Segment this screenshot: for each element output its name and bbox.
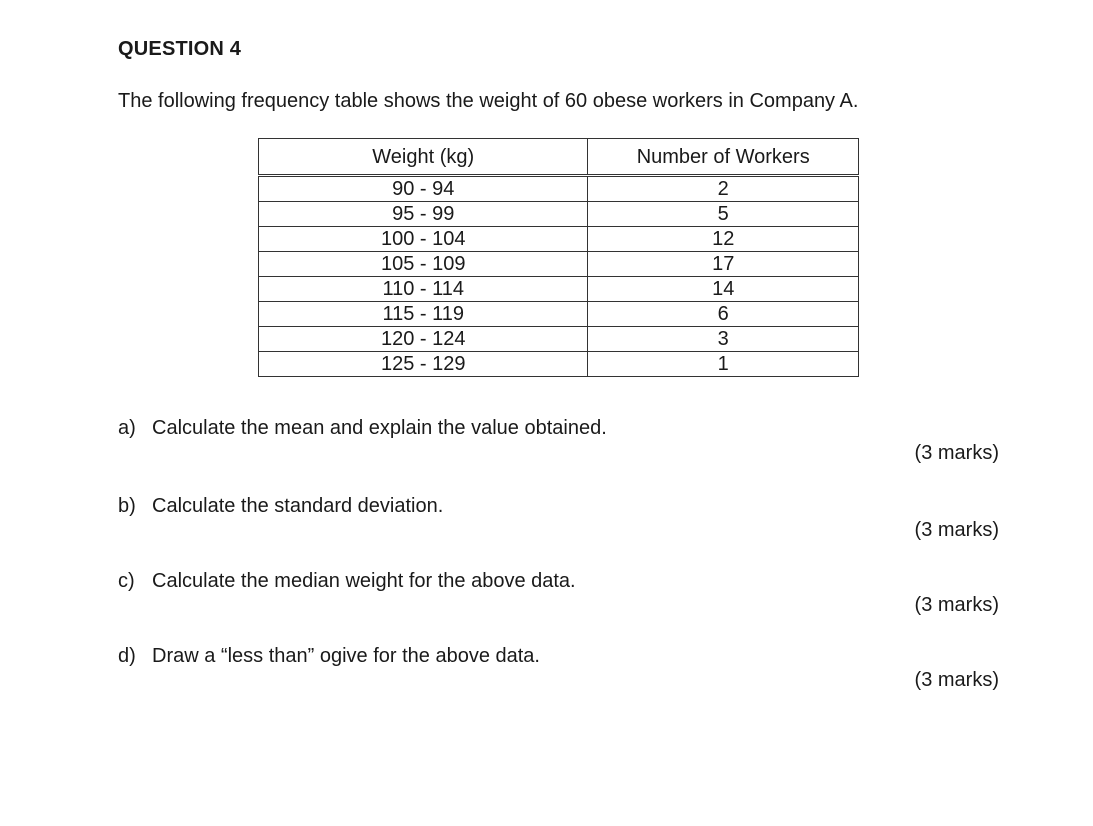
part-c-marks: (3 marks) — [914, 594, 999, 616]
weight-cell: 125 - 129 — [259, 352, 588, 377]
part-c-letter: c) — [118, 570, 135, 592]
part-b — [118, 495, 443, 518]
header-weight: Weight (kg) — [259, 139, 588, 176]
part-b-marks: (3 marks) — [914, 519, 999, 541]
part-a-letter: a) — [118, 417, 136, 439]
weight-cell: 105 - 109 — [259, 252, 588, 277]
question-heading: QUESTION 4 — [118, 38, 242, 60]
table-row — [259, 327, 859, 352]
part-c-text: Calculate the median weight for the above data. — [152, 570, 576, 592]
weight-cell: 100 - 104 — [259, 227, 588, 252]
part-d-marks: (3 marks) — [914, 669, 999, 691]
part-d-letter: d) — [118, 645, 136, 667]
workers-cell: 6 — [588, 302, 859, 327]
part-d-text: Draw a “less than” ogive for the above data. — [152, 645, 540, 667]
weight-cell: 115 - 119 — [259, 302, 588, 327]
part-c — [118, 570, 576, 593]
weight-cell: 90 - 94 — [259, 176, 588, 202]
header-workers: Number of Workers — [588, 139, 859, 176]
workers-cell: 5 — [588, 202, 859, 227]
part-a-marks: (3 marks) — [914, 442, 999, 464]
workers-cell: 17 — [588, 252, 859, 277]
table-row — [259, 252, 859, 277]
frequency-table — [258, 138, 859, 377]
table-row — [259, 202, 859, 227]
part-b-letter: b) — [118, 495, 136, 517]
table-row — [259, 352, 859, 377]
table-row — [259, 176, 859, 202]
workers-cell: 2 — [588, 176, 859, 202]
weight-cell: 95 - 99 — [259, 202, 588, 227]
part-b-text: Calculate the standard deviation. — [152, 495, 444, 517]
part-a — [118, 417, 607, 440]
table-row — [259, 302, 859, 327]
table-header-row — [259, 139, 859, 176]
part-d — [118, 645, 540, 668]
question-intro: The following frequency table shows the weight of 60 obese workers in Company A. — [118, 90, 859, 112]
part-a-text: Calculate the mean and explain the value obtained. — [152, 417, 607, 439]
workers-cell: 1 — [588, 352, 859, 377]
workers-cell: 14 — [588, 277, 859, 302]
table-row — [259, 277, 859, 302]
table-row — [259, 227, 859, 252]
weight-cell: 110 - 114 — [259, 277, 588, 302]
workers-cell: 3 — [588, 327, 859, 352]
workers-cell: 12 — [588, 227, 859, 252]
weight-cell: 120 - 124 — [259, 327, 588, 352]
